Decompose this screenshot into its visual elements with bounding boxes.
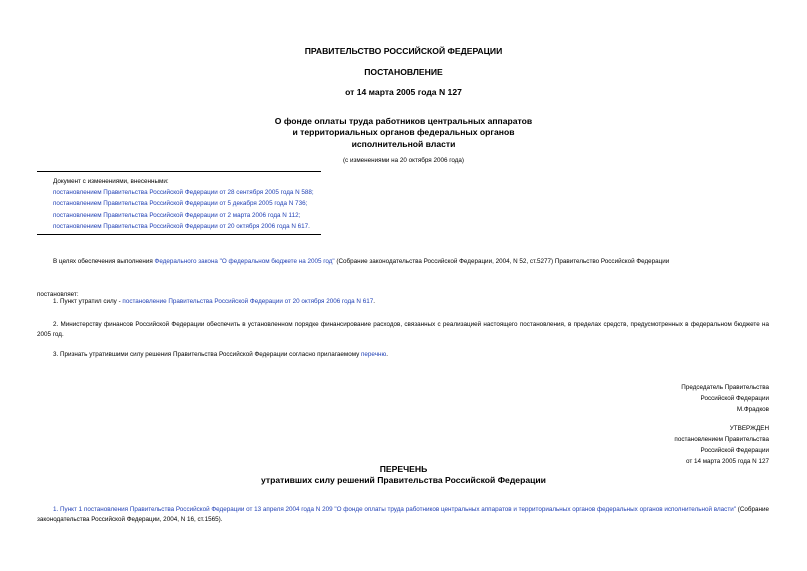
changes-top-divider xyxy=(37,171,321,172)
changes-intro: Документ с изменениями, внесенными: xyxy=(53,178,169,185)
change-link-4[interactable]: постановлением Правительства Российской Федерации от 20 октября 2006 года N 617. xyxy=(53,222,310,230)
signature-position: Председатель Правительства xyxy=(681,384,769,391)
preamble-text-end: (Собрание законодательства Российской Федерации, 2004, N 52, ст.5277) Правительство Российской Федерации xyxy=(334,258,670,265)
signature-country: Российской Федерации xyxy=(700,395,769,402)
changes-block xyxy=(53,176,383,232)
decides-text: постановляет: xyxy=(37,291,79,298)
approval-country: Российской Федерации xyxy=(700,447,769,454)
approval-by: постановлением Правительства xyxy=(674,436,769,443)
change-link-3[interactable]: постановлением Правительства Российской Федерации от 2 марта 2006 года N 112; xyxy=(53,211,301,219)
document-type-heading: ПОСТАНОВЛЕНИЕ xyxy=(364,67,443,77)
approval-block xyxy=(520,423,769,467)
list-item-1 xyxy=(37,505,769,525)
paragraph-3-text: 3. Признать утратившими силу решения Правительства Российской Федерации согласно прилагаемому xyxy=(53,351,362,358)
change-link-2[interactable]: постановлением Правительства Российской Федерации от 5 декабря 2005 года N 736; xyxy=(53,200,308,208)
change-link-1[interactable]: постановлением Правительства Российской Федерации от 28 сентября 2005 года N 588; xyxy=(53,189,314,197)
approval-date: от 14 марта 2005 года N 127 xyxy=(685,458,769,465)
document-date-number: от 14 марта 2005 года N 127 xyxy=(345,87,462,97)
approval-status: УТВЕРЖДЕН xyxy=(729,425,769,432)
government-heading: ПРАВИТЕЛЬСТВО РОССИЙСКОЙ ФЕДЕРАЦИИ xyxy=(304,46,503,56)
list-item-1-link[interactable]: 1. Пункт 1 постановления Правительства Российской Федерации от 13 апреля 2004 года N 209 "О фонде оплаты труда работников центральных аппаратов и территориальных органов федеральных органов исполнительной власти" xyxy=(53,506,736,513)
amendment-note: (с изменениями на 20 октября 2006 года) xyxy=(342,157,465,164)
annex-list-link[interactable]: перечню xyxy=(361,351,387,358)
paragraph-3 xyxy=(53,351,773,359)
signature-block xyxy=(520,382,769,415)
document-title-line-3: исполнительной власти xyxy=(351,138,456,149)
paragraph-2: 2. Министерству финансов Российской Федерации обеспечить в установленном порядке финансирование расходов, связанных с реализацией настоящего постановления, в пределах средств, предусмотренных в федеральном бюджете на 2005 год. xyxy=(37,321,769,338)
list-title: ПЕРЕЧЕНЬ xyxy=(379,464,428,474)
paragraph-1-end: . xyxy=(373,298,375,305)
preamble-text-start: В целях обеспечения выполнения xyxy=(53,258,155,265)
signature-name: М.Фрадков xyxy=(736,406,769,413)
federal-law-link[interactable]: Федерального закона "О федеральном бюджете на 2005 год" xyxy=(154,258,335,265)
paragraph-1-text: 1. Пункт утратил силу - xyxy=(53,298,123,305)
preamble xyxy=(53,258,773,266)
paragraph-1-link[interactable]: постановление Правительства Российской Федерации от 20 октября 2006 года N 617 xyxy=(122,298,374,305)
list-subtitle: утративших силу решений Правительства Российской Федерации xyxy=(261,475,546,485)
list-item-1-source: (Собрание законодательства Российской Федерации, 2004, N 16, ст.1565). xyxy=(37,506,769,523)
document-title-line-1: О фонде оплаты труда работников центральных аппаратов xyxy=(274,116,533,126)
document-title-line-2: и территориальных органов федеральных органов xyxy=(292,127,515,138)
changes-bottom-divider xyxy=(37,234,321,235)
document-title xyxy=(0,116,807,150)
paragraph-1 xyxy=(53,298,773,306)
paragraph-3-end: . xyxy=(386,351,388,358)
